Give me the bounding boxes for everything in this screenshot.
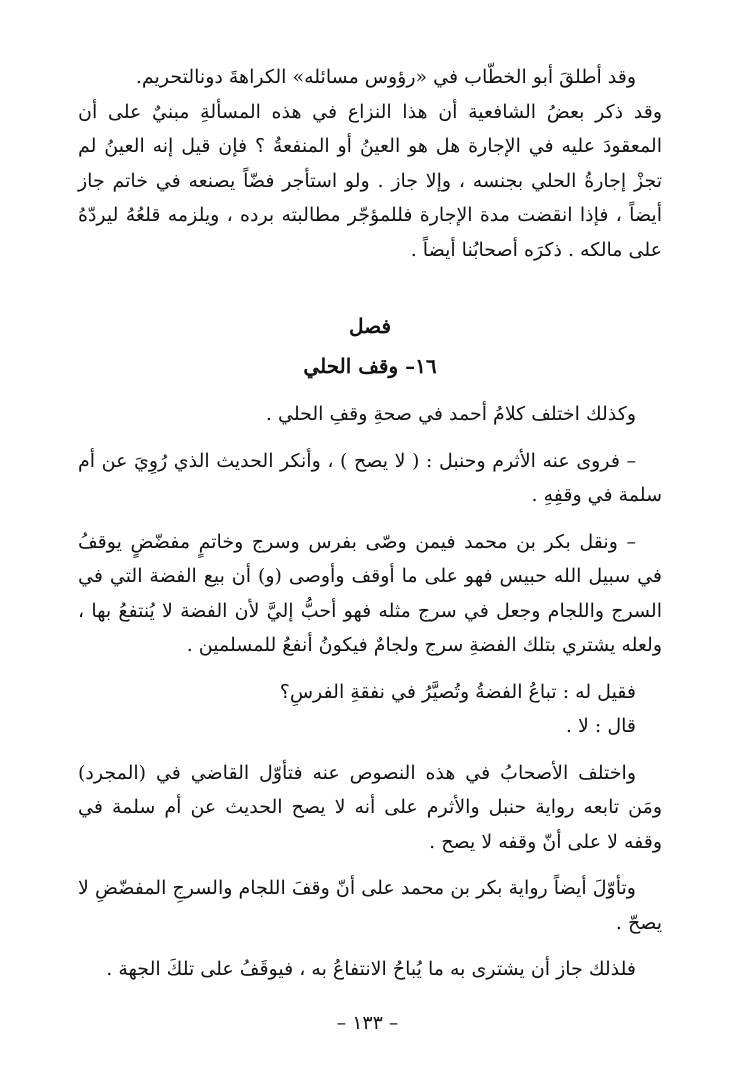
page-number: – ١٣٣ – [336,1012,399,1034]
paragraph-5: – ونقل بكر بن محمد فيمن وصّى بفرس وسرج وخاتمٍ مفضّضٍ يوقفُ في سبيل الله حبيس فهو على ما أوقف وأوصى (و) أن بيع الفضة التي في السرج واللجام وجعل في سرج مثله فهو أحبُّ إليَّ لأن الفضة لا يُنتفعُ بها ، ولعله يشتري بتلك الفضةِ سرج ولجامٌ فيكونُ أنفعُ للمسلمين . [78,530,662,656]
paragraph-1: وقد أطلقَ أبو الخطّاب في «رؤوس مسائله» الكراهةَ دونالتحريم. [135,66,636,88]
paragraph-3: وكذلك اختلف كلامُ أحمد في صحةِ وقفِ الحلي . [265,403,636,425]
paragraph-8: واختلف الأصحابُ في هذه النصوص عنه فتأوّل القاضي في (المجرد) ومَن تابعه رواية حنبل والأثرم على أنه لا يصح الحديث عن أم سلمة في وقفه لا على أنّ وقفه لا يصح . [78,761,662,853]
page-content [78,60,662,987]
paragraph-7: قال : لا . [565,715,636,737]
paragraph-2: وقد ذكر بعضُ الشافعية أن هذا النزاع في هذه المسألةِ مبنيٌ على أن المعقودَ عليه في الإجارة هل هو العينُ أو المنفعةُ ؟ فإن قيل إنه العينُ لم تجزْ إجارةُ الحلي بجنسه ، وإلا جاز . ولو استأجر فضّاً يصنعه في خاتم جاز أيضاً ، فإذا انقضت مدة الإجارة فللمؤجّر مطالبته برده ، ويلزمه قلعُهُ ليردّهُ على مالكه . ذكرَه أصحابُنا أيضاً . [78,100,662,261]
paragraph-10: فلذلك جاز أن يشترى به ما يُباحُ الانتفاعُ به ، فيوقَفُ على تلكَ الجهة . [106,958,636,980]
paragraph-9: وتأوّلَ أيضاً رواية بكر بن محمد على أنّ وقفَ اللجام والسرجِ المفضّضِ لا يصحّ . [78,877,662,934]
paragraph-4: – فروى عنه الأثرم وحنبل : ( لا يصح ) ، وأنكر الحديث الذي رُوِيَ عن أم سلمة في وقفِهِ . [78,449,662,506]
section-subheading: ١٦– وقف الحلي [303,354,437,378]
paragraph-6: فقيل له : تباعُ الفضةُ وتُصيَّرُ في نفقةِ الفرسِ؟ [279,680,636,703]
section-heading: فصل [348,314,392,338]
